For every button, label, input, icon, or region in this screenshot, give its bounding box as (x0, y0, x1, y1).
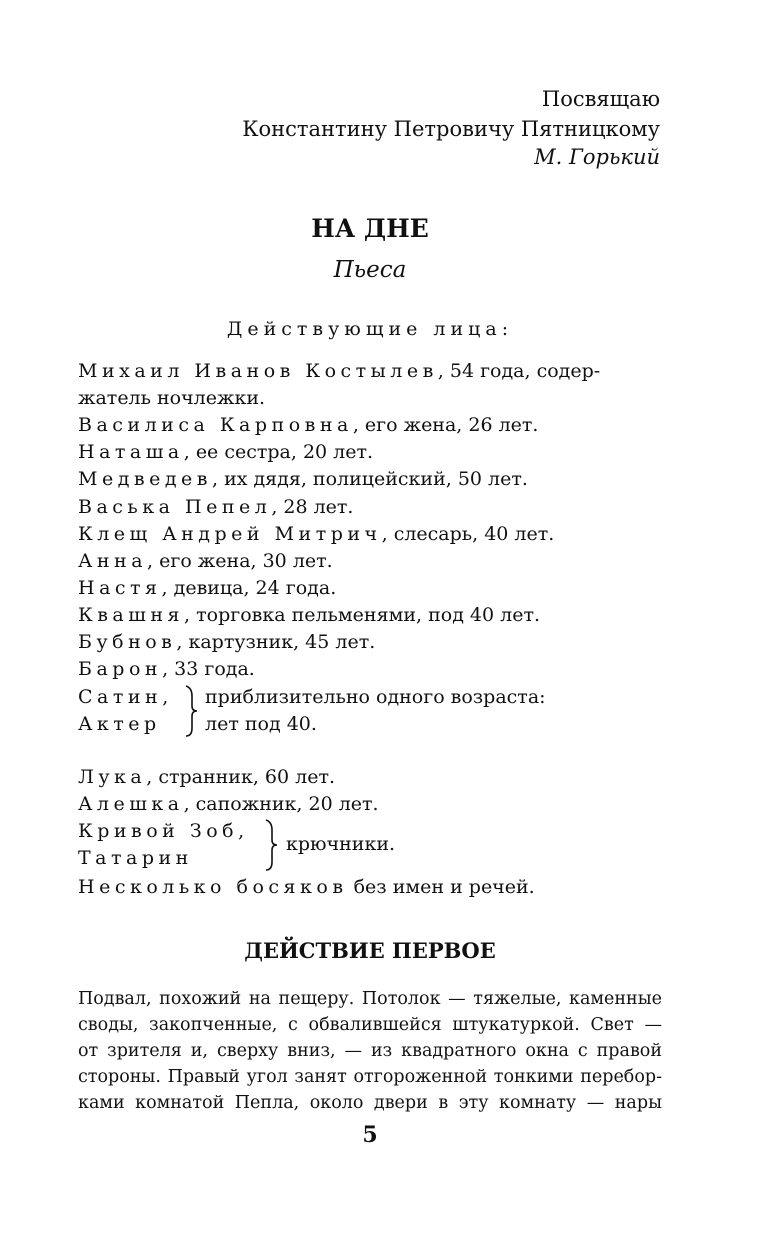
paragraph-line: Подвал, похожий на пещеру. Потолок — тяжелые, каменные (78, 989, 662, 1009)
cast-heading: Действующие лица: (226, 318, 514, 340)
cast-desc: , 28 лет. (271, 495, 354, 518)
cast-desc: , слесарь, 40 лет. (381, 522, 555, 545)
cast-desc: , странник, 60 лет. (146, 766, 335, 788)
cast-name: Актер (78, 713, 161, 735)
cast-name: Сатин, (78, 686, 173, 708)
cast-name: Бубнов (78, 631, 177, 653)
play-subtitle: Пьеса (333, 257, 407, 283)
cast-name: Медведев (78, 468, 212, 491)
cast-name: Барон (78, 658, 163, 681)
cast-name: Васька Пепел (78, 495, 272, 518)
paragraph-line: своды, закопченные, с обвалившейся штукатуркой. Свет — (78, 1015, 662, 1035)
cast-desc: , их дядя, полицейский, 50 лет. (211, 468, 528, 491)
cast-desc: жатель ночлежки. (78, 387, 266, 410)
cast-name: Несколько босяков (78, 876, 348, 898)
stage-directions (78, 986, 662, 1116)
cast-item (78, 439, 373, 466)
cast-item (78, 548, 333, 575)
cast-name: Клещ Андрей Митрич (78, 522, 382, 545)
cast-name: Татарин (78, 847, 193, 869)
cast-desc: , 54 года, содер- (437, 360, 601, 382)
dedication-author: М. Горький (534, 145, 660, 169)
page-number: 5 (362, 1122, 378, 1148)
cast-desc: , картузник, 45 лет. (176, 631, 376, 653)
cast-name: Наташа (78, 441, 184, 464)
cast-desc: , его жена, 30 лет. (147, 549, 333, 572)
cast-desc: , торговка пельменями, под 40 лет. (184, 603, 541, 626)
cast-name: Лука (78, 766, 147, 788)
dedication-line-2: Константину Петровичу Пятницкому (242, 117, 660, 141)
cast-desc: , ее сестра, 20 лет. (183, 441, 374, 464)
cast-name: Алешка (78, 793, 184, 815)
cast-item (78, 358, 600, 385)
cast-item (78, 466, 528, 493)
cast-desc: , его жена, 26 лет. (352, 414, 539, 437)
cast-name: Настя (78, 576, 162, 599)
cast-name: Михаил Иванов Костылев (78, 360, 438, 382)
cast-desc: , сапожник, 20 лет. (183, 793, 379, 815)
cast-desc: , 33 года. (162, 658, 255, 681)
cast-item (78, 629, 375, 656)
play-title: НА ДНЕ (311, 214, 429, 243)
cast-item (78, 412, 538, 439)
cast-item (78, 764, 335, 791)
cast-desc: без имен и речей. (347, 876, 535, 898)
cast-item (78, 602, 540, 629)
paragraph-line: ками комнатой Пепла, около двери в эту комнату — нары (78, 1093, 662, 1113)
cast-group-desc-1: приблизительно одного возраста: (205, 686, 546, 708)
cast-name: Кривой Зоб, (78, 820, 249, 842)
brace-icon (182, 684, 200, 738)
cast-item (78, 494, 353, 521)
cast-item (78, 791, 379, 818)
paragraph-line: стороны. Правый угол занят отгороженной тонкими перебор- (78, 1067, 662, 1087)
cast-item (78, 874, 535, 901)
brace-icon (262, 818, 280, 872)
cast-item (78, 575, 336, 602)
cast-group-desc: крючники. (286, 833, 396, 855)
cast-item (78, 656, 255, 683)
cast-name: Анна (78, 549, 148, 572)
cast-item (78, 521, 554, 548)
cast-group-desc-2: лет под 40. (205, 713, 317, 735)
cast-item (78, 385, 265, 412)
act-title: ДЕЙСТВИЕ ПЕРВОЕ (244, 938, 496, 963)
cast-name: Квашня (78, 603, 185, 626)
cast-name: Василиса Карповна (78, 414, 353, 437)
cast-desc: , девица, 24 года. (161, 576, 337, 599)
dedication-line-1: Посвящаю (541, 87, 660, 111)
paragraph-line: от зрителя и, сверху вниз, — из квадратного окна с правой (78, 1041, 662, 1061)
